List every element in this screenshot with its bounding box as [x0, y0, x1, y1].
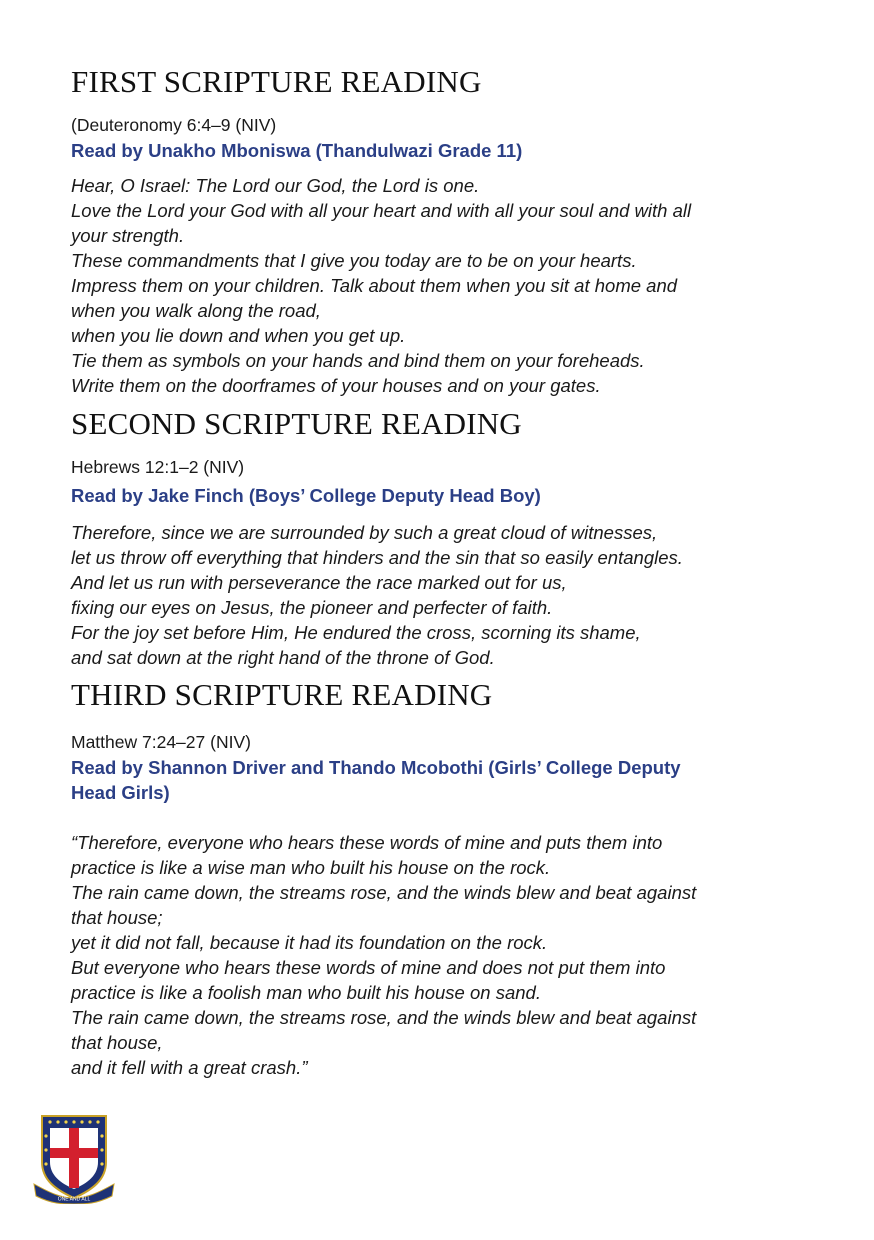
verse-line: when you walk along the road, — [71, 300, 321, 321]
first-reading-reader: Read by Unakho Mboniswa (Thandulwazi Grade 11) — [71, 140, 523, 161]
second-reading-reader: Read by Jake Finch (Boys’ College Deputy Head Boy) — [71, 485, 541, 506]
third-reading-reader — [71, 755, 811, 805]
verse-line: Write them on the doorframes of your houses and on your gates. — [71, 375, 601, 396]
reader-line: Read by Shannon Driver and Thando Mcobothi (Girls’ College Deputy — [71, 757, 681, 778]
verse-line: fixing our eyes on Jesus, the pioneer and perfecter of faith. — [71, 597, 553, 618]
verse-line: when you lie down and when you get up. — [71, 325, 406, 346]
school-crest-icon — [32, 1112, 116, 1204]
verse-line: Love the Lord your God with all your heart and with all your soul and with all — [71, 200, 692, 221]
verse-line: Tie them as symbols on your hands and bind them on your foreheads. — [71, 350, 645, 371]
verse-line: The rain came down, the streams rose, and the winds blew and beat against — [71, 1007, 697, 1028]
verse-line: And let us run with perseverance the race marked out for us, — [71, 572, 567, 593]
second-reading-heading: SECOND SCRIPTURE READING — [71, 406, 522, 441]
third-reading-reference: Matthew 7:24–27 (NIV) — [71, 732, 251, 752]
verse-line: and it fell with a great crash.” — [71, 1057, 308, 1078]
verse-line: yet it did not fall, because it had its foundation on the rock. — [71, 932, 548, 953]
verse-line: practice is like a wise man who built his house on the rock. — [71, 857, 551, 878]
verse-line: The rain came down, the streams rose, and the winds blew and beat against — [71, 882, 697, 903]
first-reading-heading: FIRST SCRIPTURE READING — [71, 64, 482, 99]
verse-line: Therefore, since we are surrounded by such a great cloud of witnesses, — [71, 522, 658, 543]
verse-line: that house, — [71, 1032, 163, 1053]
first-reading-verses — [71, 173, 811, 398]
verse-line: your strength. — [71, 225, 185, 246]
verse-line: These commandments that I give you today are to be on your hearts. — [71, 250, 637, 271]
verse-line: Hear, O Israel: The Lord our God, the Lord is one. — [71, 175, 480, 196]
verse-line: practice is like a foolish man who built his house on sand. — [71, 982, 541, 1003]
third-reading-heading: THIRD SCRIPTURE READING — [71, 677, 493, 712]
first-reading-section — [71, 64, 811, 398]
first-reading-reference: (Deuteronomy 6:4–9 (NIV) — [71, 115, 277, 135]
crest-motto: ONE AND ALL — [57, 1196, 91, 1203]
second-reading-verses — [71, 520, 811, 670]
verse-line: and sat down at the right hand of the throne of God. — [71, 647, 495, 668]
second-reading-reference: Hebrews 12:1–2 (NIV) — [71, 457, 245, 477]
verse-line: Impress them on your children. Talk about them when you sit at home and — [71, 275, 678, 296]
reader-line: Head Girls) — [71, 782, 170, 803]
verse-line: For the joy set before Him, He endured the cross, scorning its shame, — [71, 622, 641, 643]
verse-line: that house; — [71, 907, 163, 928]
third-reading-section — [71, 677, 811, 1080]
second-reading-section — [71, 406, 811, 670]
verse-line: let us throw off everything that hinders and the sin that so easily entangles. — [71, 547, 683, 568]
third-reading-verses — [71, 830, 811, 1080]
verse-line: “Therefore, everyone who hears these words of mine and puts them into — [71, 832, 663, 853]
cross-horizontal — [50, 1148, 98, 1158]
verse-line: But everyone who hears these words of mine and does not put them into — [71, 957, 666, 978]
